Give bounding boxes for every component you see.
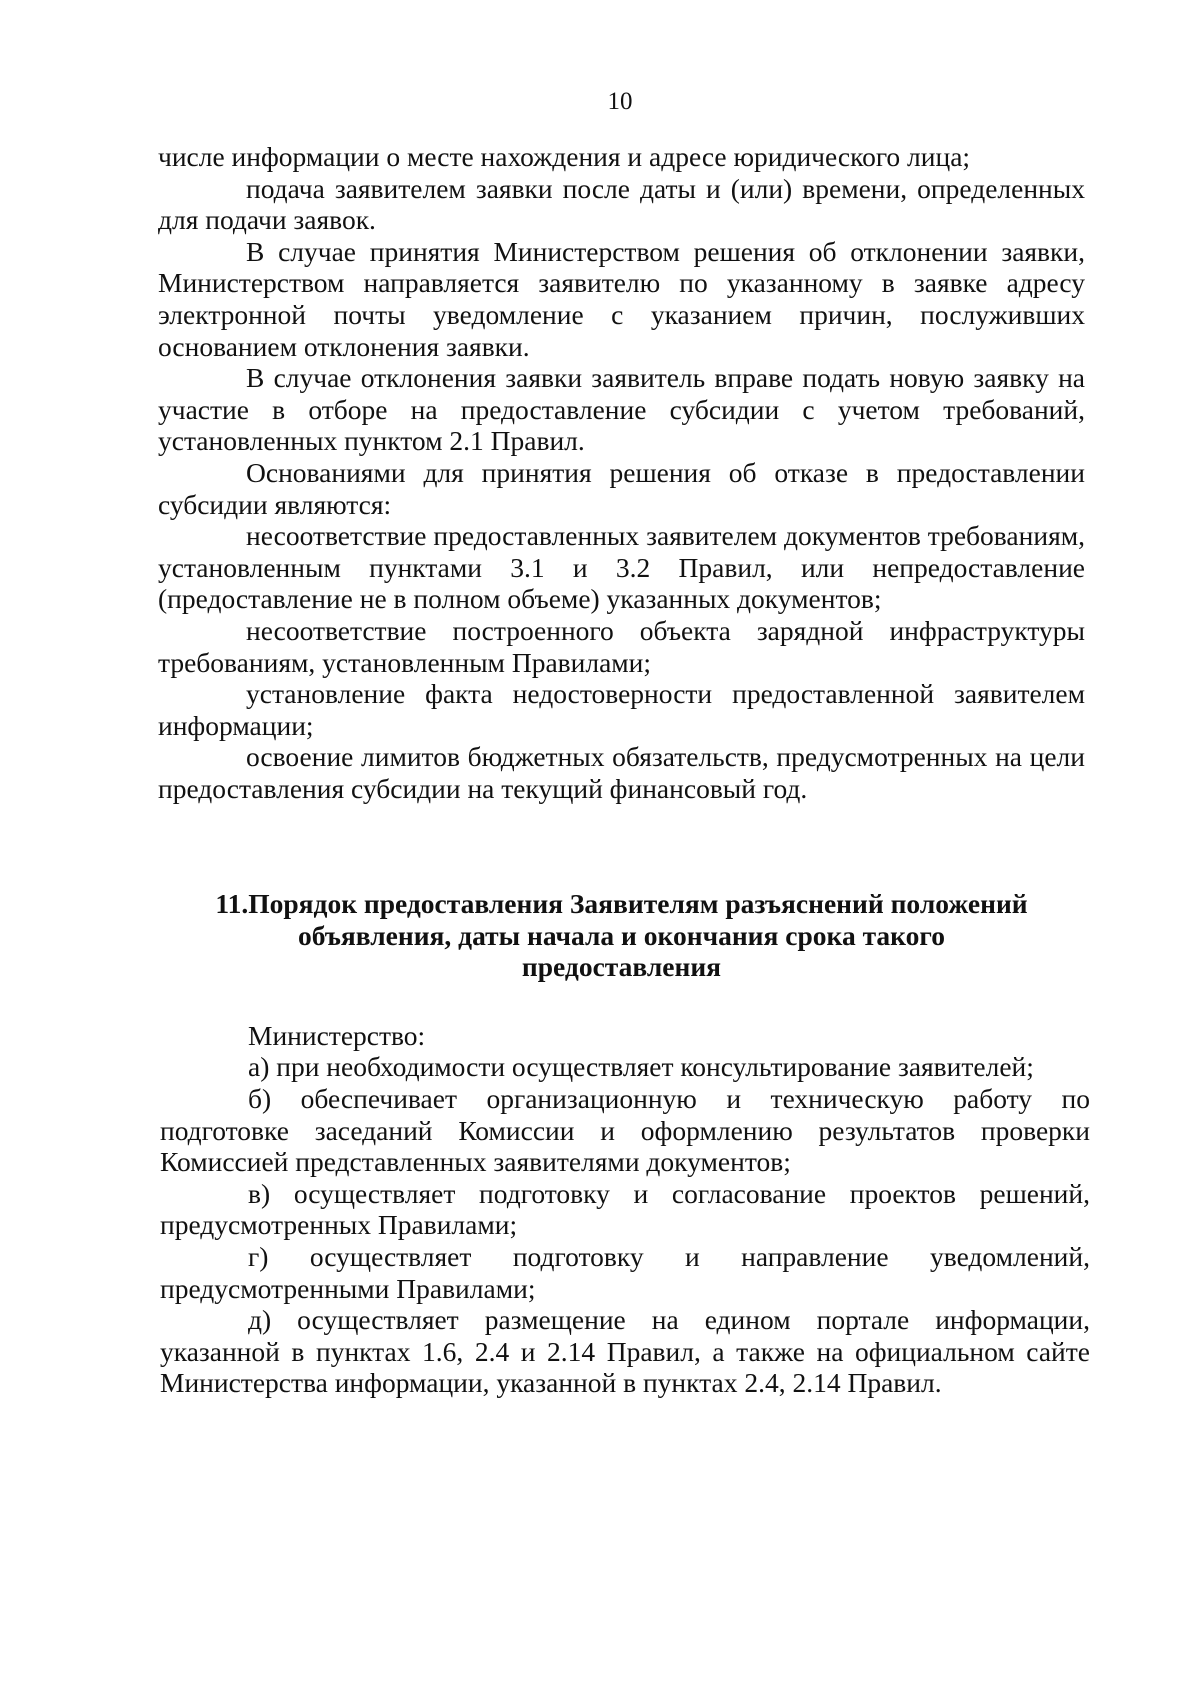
- list-item-ground-infrastructure: несоответствие построенного объекта зарядной инфраструктуры требованиям, установленным Правилами;: [158, 614, 1085, 678]
- document-body-top: [158, 141, 1085, 804]
- section-intro: Министерство:: [248, 1019, 426, 1051]
- list-item-ground-budget-limits: освоение лимитов бюджетных обязательств, предусмотренных на цели предоставления субсидии на текущий финансовый год.: [158, 741, 1085, 804]
- section-11-body: [160, 1020, 1090, 1399]
- section-heading: 11.Порядок предоставления Заявителям разъяснений положений объявления, даты начала и окончания срока такого предоставления: [215, 888, 1028, 983]
- list-item-v: в) осуществляет подготовку и согласование проектов решений, предусмотренных Правилами;: [160, 1177, 1090, 1241]
- list-item-a: а) при необходимости осуществляет консультирование заявителей;: [248, 1051, 1034, 1083]
- list-item-b: б) обеспечивает организационную и техническую работу по подготовке заседаний Комиссии и оформлению результатов проверки Комиссией представленных заявителями документов;: [160, 1082, 1090, 1178]
- section-11: [158, 888, 1090, 1399]
- paragraph-continuation: числе информации о месте нахождения и адресе юридического лица;: [158, 141, 971, 172]
- paragraph-rejection-notice: В случае принятия Министерством решения об отклонении заявки, Министерством направляется заявителю по указанному в заявке адресу электронной почты уведомление с указанием причин, послуживших основанием отклонения заявки.: [158, 235, 1085, 362]
- list-item-g: г) осуществляет подготовку и направление уведомлений, предусмотренными Правилами;: [160, 1240, 1090, 1304]
- page-number: 10: [607, 88, 633, 115]
- paragraph-late-submission: подача заявителем заявки после даты и (или) времени, определенных для подачи заявок.: [158, 172, 1085, 236]
- heading-spacer: [158, 983, 1085, 1020]
- list-item-ground-false-info: установление факта недостоверности предоставленной заявителем информации;: [158, 678, 1085, 741]
- paragraph-resubmission: В случае отклонения заявки заявитель вправе подать новую заявку на участие в отборе на предоставление субсидии с учетом требований, установленных пунктом 2.1 Правил.: [158, 362, 1085, 457]
- list-item-ground-documents: несоответствие предоставленных заявителем документов требованиям, установленным пунктами 3.1 и 3.2 Правил, или непредоставление (предоставление не в полном объеме) указанных документов;: [158, 520, 1085, 615]
- paragraph-refusal-grounds: Основаниями для принятия решения об отказе в предоставлении субсидии являются:: [158, 456, 1085, 520]
- list-item-d: д) осуществляет размещение на едином портале информации, указанной в пунктах 1.6, 2.4 и 2.14 Правил, а также на официальном сайте Министерства информации, указанной в пунктах 2.4, 2.14 Правил.: [160, 1304, 1090, 1399]
